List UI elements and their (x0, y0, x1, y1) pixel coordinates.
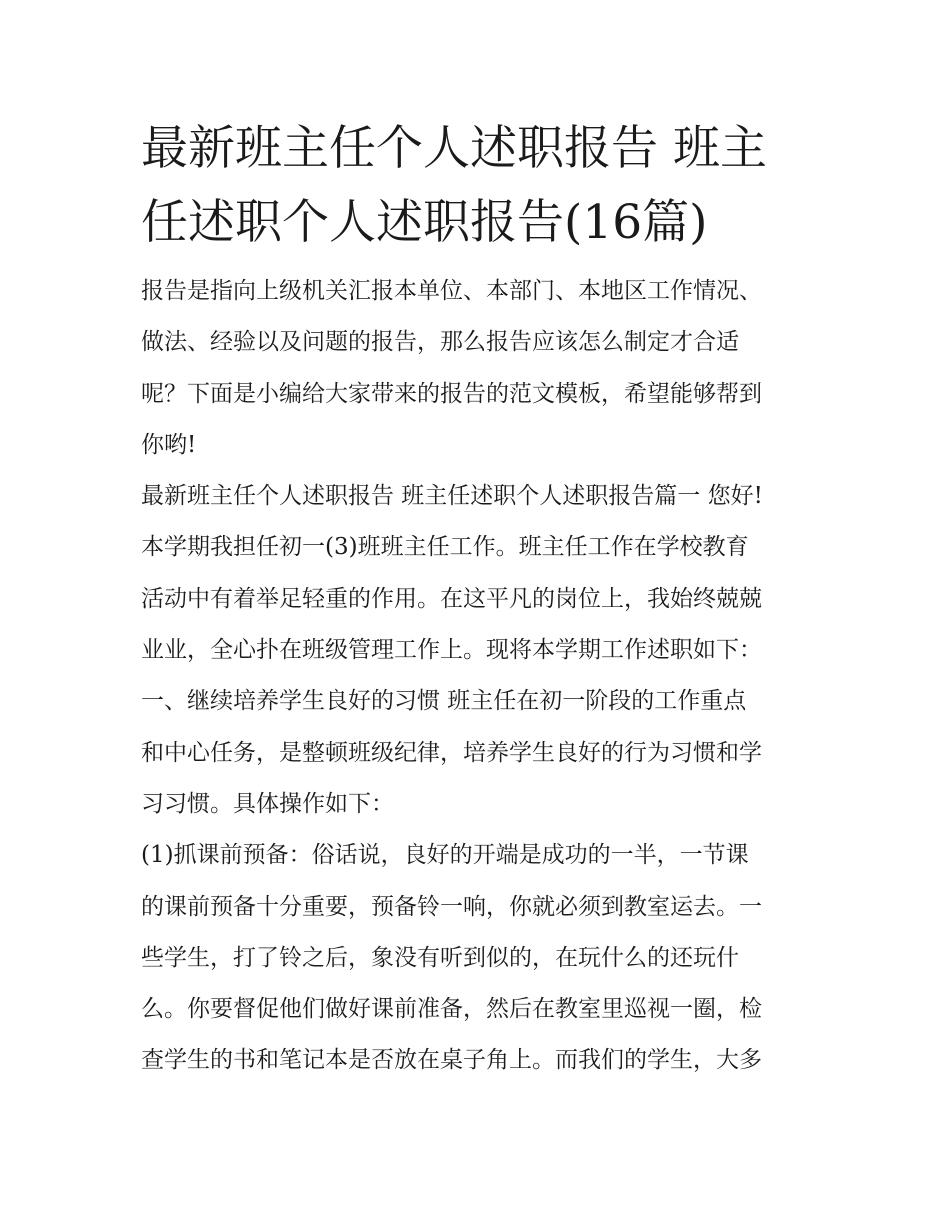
body-line: 查学生的书和笔记本是否放在桌子角上。而我们的学生，大多 (141, 1047, 762, 1074)
body-line: 习习惯。具体操作如下： (141, 790, 394, 817)
body-line: 做法、经验以及问题的报告，那么报告应该怎么制定才合适 (141, 329, 739, 356)
body-line: 的课前预备十分重要，预备铃一响，你就必须到教室运去。一 (141, 893, 762, 920)
body-line: 业业，全心扑在班级管理工作上。现将本学期工作述职如下： (141, 637, 762, 664)
body-line: 报告是指向上级机关汇报本单位、本部门、本地区工作情况、 (141, 278, 762, 304)
body-line: (1)抓课前预备：俗话说，良好的开端是成功的一半，一节课 (141, 842, 749, 869)
body-line: 本学期我担任初一(3)班班主任工作。班主任工作在学校教育 (141, 534, 749, 561)
document-body (141, 266, 821, 1087)
body-line: 和中心任务，是整顿班级纪律，培养学生良好的行为习惯和学 (141, 739, 762, 766)
document-content (141, 112, 821, 1087)
body-line: 么。你要督促他们做好课前准备，然后在教室里巡视一圈，检 (141, 996, 762, 1023)
document-title (141, 112, 821, 260)
title-line-2: 任述职个人述职报告(16篇) (141, 195, 708, 250)
body-line: 你哟! (141, 431, 197, 458)
body-line: 呢？下面是小编给大家带来的报告的范文模板，希望能够帮到 (141, 380, 762, 407)
title-line-1: 最新班主任个人述职报告 班主 (141, 121, 767, 176)
body-line: 些学生，打了铃之后，象没有听到似的，在玩什么的还玩什 (141, 944, 739, 971)
body-line: 活动中有着举足轻重的作用。在这平凡的岗位上，我始终兢兢 (141, 585, 762, 612)
body-line: 最新班主任个人述职报告 班主任述职个人述职报告篇一 您好! (141, 483, 763, 510)
body-line: 一、继续培养学生良好的习惯 班主任在初一阶段的工作重点 (141, 688, 747, 715)
